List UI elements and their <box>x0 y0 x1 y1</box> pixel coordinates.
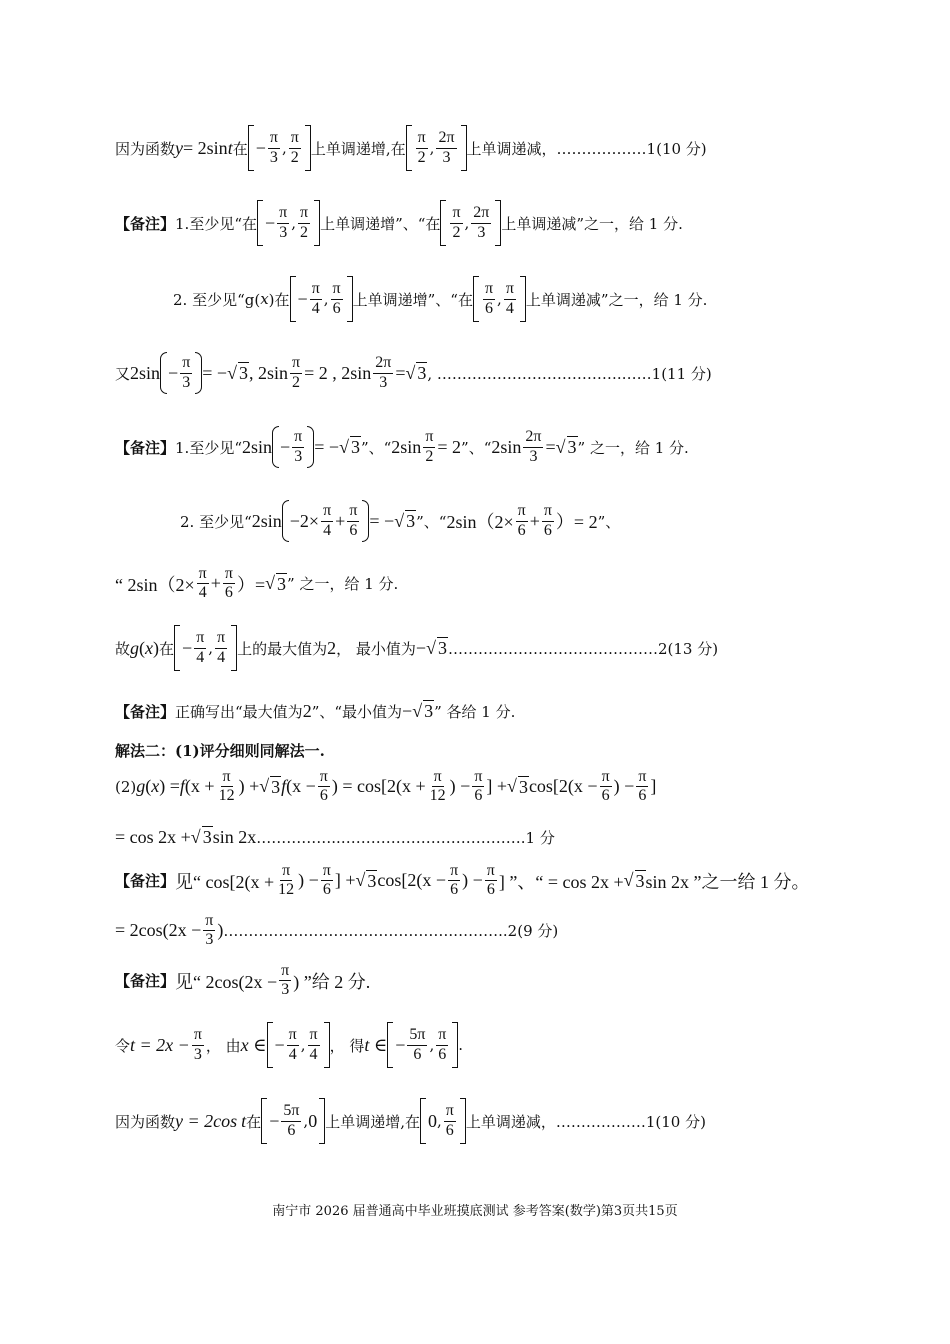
page-footer: 南宁市 2026 届普通高中毕业班摸底测试 参考答案(数学)第3页共15页 <box>272 1204 678 1219</box>
note-1: 【备注】 1.至少见“在 − $\frac{\pi}{3}$ , $\frac{\pi}{2}$ 上单调递增”、“在 $\frac{\pi}{2}$ , $\frac{2\pi}{3}$ 上单调递减”之一，给 1 分. <box>115 200 683 246</box>
note-6: 【备注】 正确写出“最大值为 2 ”、“最小值为 − √ 3 ” 各给 1 分. <box>115 700 516 721</box>
note-7: 【备注】 见“ cos[2(x + $\frac{\pi}{12}$ ) − $\frac{\pi}{6}$ ] + √ 3 cos[2(x − $\frac{\pi}{6}$ ) − $\frac{\pi}{6}$ ] ”、“ = cos 2x + √ 3 sin 2x ”之一给 1 分。 <box>115 862 810 899</box>
solution-2-heading: 解法二：(1)评分细则同解法一. <box>115 742 325 760</box>
note-2: 2. 至少见“g( x )在 − $\frac{\pi}{4}$ , $\frac{\pi}{6}$ 上单调递增”、“在 $\frac{\pi}{6}$ , $\frac{\pi}{4}$ 上单调递减”之一，给 1 分. <box>173 276 707 322</box>
line-4: (2) g ( x ) = f (x + $\frac{\pi}{12}$ ) + √ 3 f (x − $\frac{\pi}{6}$ ) = cos[2(x + $\frac{\pi}{12}$ ) − $\frac{\pi}{6}$ ] + √ 3 cos[2(x − $\frac{\pi}{6}$ ) − $\frac{\pi}{6}$ ] <box>115 768 657 805</box>
interval-1: − $\frac{\pi}{3}$ , $\frac{\pi}{2}$ <box>248 125 311 171</box>
line-2: 又 2sin − $\frac{\pi}{3}$ = − √ 3 , 2sin $\frac{\pi}{2}$ = 2 , 2sin $\frac{2\pi}{3}$ = √ 3 , ……………………………….……1(11 分) <box>115 352 712 394</box>
note-4: 2. 至少见“ 2sin −2× $\frac{\pi}{4}$ + $\frac{\pi}{6}$ = − √ 3 ”、“ 2sin（2× $\frac{\pi}{6}$ + $\frac{\pi}{6}$ ）= 2 ”、 <box>180 500 620 542</box>
line-5: = cos 2x + √ 3 sin 2x ……………..……………………………….1 分 <box>115 826 555 847</box>
line-3: 故 g ( x ) 在 − $\frac{\pi}{4}$ , $\frac{\pi}{4}$ 上的最大值为 2 ， 最小值为 − √ 3 ……………………………………2(13 分) <box>115 625 718 671</box>
line-1: 因为函数 y = 2sin t 在 − $\frac{\pi}{3}$ , $\frac{\pi}{2}$ 上单调递增,在 $\frac{\pi}{2}$ , $\frac{2\pi}{3}$ 上单调递减， ………………1(10 分) <box>115 125 707 171</box>
line-8: 因为函数 y = 2cos t 在 − $\frac{5\pi}{6}$ , 0 上单调递增,在 0 , $\frac{\pi}{6}$ 上单调递减， ………………1(10 分) <box>115 1098 706 1144</box>
note-8: 【备注】 见“ 2cos(2x − $\frac{\pi}{3}$ ) ”给 2 分. <box>115 962 371 999</box>
note-3: 【备注】 1.至少见“ 2sin − $\frac{\pi}{3}$ = − √ 3 ”、“ 2sin $\frac{\pi}{2}$ = 2 ”、“ 2sin $\frac{2\pi}{3}$ = √ 3 ” 之一，给 1 分. <box>115 426 689 468</box>
note-5: “ 2sin（2× $\frac{\pi}{4}$ + $\frac{\pi}{6}$ ）= √ 3 ” 之一，给 1 分. <box>115 565 399 602</box>
line-7: 令 t = 2x − $\frac{\pi}{3}$ ， 由 x ∈ − $\frac{\pi}{4}$ , $\frac{\pi}{4}$ ， 得 t ∈ − $\frac{5\pi}{6}$ , $\frac{\pi}{6}$ . <box>115 1022 463 1068</box>
line-6: = 2cos(2x − $\frac{\pi}{3}$ ) ……………………………………….………..2(9 分) <box>115 912 559 949</box>
interval-2: $\frac{\pi}{2}$ , $\frac{2\pi}{3}$ <box>406 125 467 171</box>
